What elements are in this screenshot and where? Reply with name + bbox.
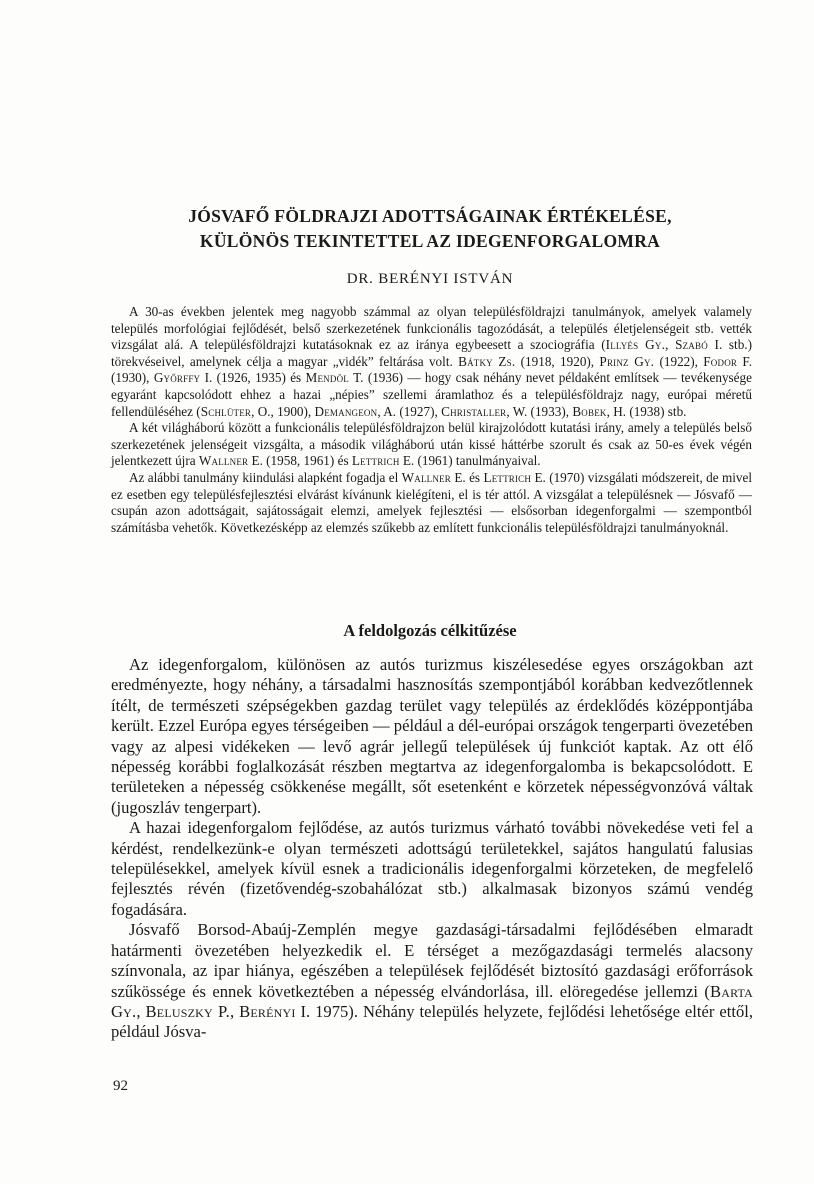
text-run: (1922),	[654, 353, 704, 369]
text-run: ,	[229, 1001, 240, 1021]
text-run: , O., 1900),	[251, 403, 315, 419]
text-run: E. (1970) vizsgálati módszereit, de mivel ez esetben egy településfejlesztési elvárást kívánunk kielégíteni, el is tér attól. A vizsgálat a településnek — Jósvafő — csupán azon adottságait, sajátosságait elemzi, amelyek fejlesztési — elsősorban idegenforgalmi — szempontból számításba vehetők. Következésképp az elemzés szűkebb az említett funkcionális településföldrajzi tanulmányoknál.	[111, 469, 753, 535]
cited-author: Wallner	[401, 469, 451, 485]
cited-author: Schlüter	[200, 403, 252, 419]
text-run: E. és	[450, 469, 484, 485]
cited-author: Bobek	[572, 403, 607, 419]
text-run: , A. (1927),	[377, 403, 442, 419]
cited-author: Illyés Gy.	[605, 337, 666, 353]
cited-author: Prinz Gy.	[599, 353, 655, 369]
article-title-line-1: JÓSVAFŐ FÖLDRAJZI ADOTTSÁGAINAK ÉRTÉKELÉSE,	[188, 206, 672, 226]
text-run: Jósvafő Borsod-Abaúj-Zemplén megye gazdasági-társadalmi fejlődésében elmaradt határmenti övezetében helyezkedik el. E térséget a mezőgazdasági termelés alacsony színvonala, az ipar hiánya, egészében a települések fejlődését biztosító gazdasági erőforrások szűkössége és ennek következtében a népesség elvándorlása, ill. elöregedése jellemzi (	[111, 920, 753, 1001]
cited-author: Wallner	[198, 453, 249, 469]
text-run: I. (1926, 1935) és	[200, 370, 306, 386]
text-run: , W. (1933),	[506, 403, 573, 419]
cited-author: Bátky Zs.	[458, 353, 516, 369]
text-run: ,	[136, 1001, 146, 1021]
body-text	[111, 655, 753, 1043]
body-paragraph-2	[111, 818, 753, 920]
text-run: ,	[665, 337, 676, 353]
page-number: 92	[113, 1078, 128, 1094]
abstract-paragraph-3	[111, 470, 752, 536]
cited-author: Szabó	[675, 337, 708, 353]
cited-author: Berényi	[239, 1001, 296, 1021]
text-run: , H. (1938) stb.	[606, 403, 687, 419]
text-run: Az idegenforgalom, különösen az autós turizmus kiszélesedése egyes országokban azt eredményezte, hogy néhány, a társadalmi hasznosítás szempontjából korábban kedvezőtlennek ítélt, de természeti szépségekben gazdag terület vagy település az érdeklődés középpontjába került. Ezzel Európa egyes térségeiben — például a dél-európai országok tengerparti övezetében vagy az alpesi vidékeken — levő agrár jellegű települések új funkciót kaptak. Az ott élő népesség korábbi foglalkozását részben megtartva az idegenforgalomba is bekapcsolódott. E területeken a népesség csökkenése megállt, sőt esetenként e körzetek népességvonzóvá váltak (jugoszláv tengerpart).	[111, 655, 753, 817]
text-run: F. (1930),	[111, 353, 752, 386]
cited-author: Mendöl	[305, 370, 349, 386]
cited-author: Barta Gy.	[111, 981, 753, 1021]
text-run: A 30-as években jelentek meg nagyobb számmal az olyan településföldrajzi tanulmányok, amelyek valamely település morfológiai fejlődését, belső szerkezetének funkcionális tagozódását, a település életjelenségeit stb. vették vizsgálat alá. A településföldrajzi kutatásoknak ez az iránya egybeesett a szociográfia (	[111, 304, 752, 353]
text-run: A két világháború között a funkcionális településföldrajzon belül kirajzolódott kutatási irány, amely a település belső szerkezetének jelenségeit vizsgálta, a második világháború után kissé háttérbe szorult és csak az 50-es évek végén jelentkezett újra	[111, 420, 752, 469]
abstract-paragraph-1	[111, 304, 752, 420]
text-run: Az alábbi tanulmány kiindulási alapként fogadja el	[129, 469, 402, 485]
cited-author: Christaller	[441, 403, 507, 419]
section-heading: A feldolgozás célkitűzése	[343, 621, 517, 640]
cited-author: Beluszky P.	[145, 1001, 230, 1021]
abstract	[111, 304, 752, 536]
body-paragraph-1	[111, 655, 753, 818]
author-name: DR. BERÉNYI ISTVÁN	[346, 271, 514, 287]
text-run: A hazai idegenforgalom fejlődése, az autós turizmus várható további növekedése veti fel a kérdést, rendelkezünk-e olyan természeti adottságú területekkel, sajátos hangulatú falusias településekkel, amelyek kívül esnek a tradicionális idegenforgalmi körzeteken, de megfelelő fejlesztés révén (fizetővendég-szobahálózat stb.) alkalmasak bizonyos számú vendég fogadására.	[111, 818, 753, 919]
cited-author: Lettrich	[483, 469, 532, 485]
text-run: I. 1975). Néhány település helyzete, fejlődési lehetősége eltér ettől, például Jósva-	[111, 1001, 753, 1042]
cited-author: Győrffy	[153, 370, 201, 386]
cited-author: Fodor	[703, 353, 738, 369]
text-run: E. (1958, 1961) és	[248, 453, 352, 469]
cited-author: Demangeon	[314, 403, 378, 419]
text-run: T. (1936) — hogy csak néhány nevet példaként említsek — tevékenysége egyaránt kapcsolódott ehhez a hazai „népies” szellemi áramlathoz és a településföldrajz nagy, európai méretű fellendüléséhez (	[111, 370, 752, 419]
text-run: I. stb.) törekvéseivel, amelynek célja a magyar „vidék” feltárása volt.	[111, 337, 752, 369]
text-run: (1918, 1920),	[515, 353, 600, 369]
abstract-paragraph-2	[111, 420, 752, 470]
cited-author: Lettrich	[351, 453, 400, 469]
text-run: E. (1961) tanulmányaival.	[399, 453, 541, 469]
article-title-line-2: KÜLÖNÖS TEKINTETTEL AZ IDEGENFORGALOMRA	[199, 231, 661, 251]
body-paragraph-3	[111, 920, 753, 1042]
